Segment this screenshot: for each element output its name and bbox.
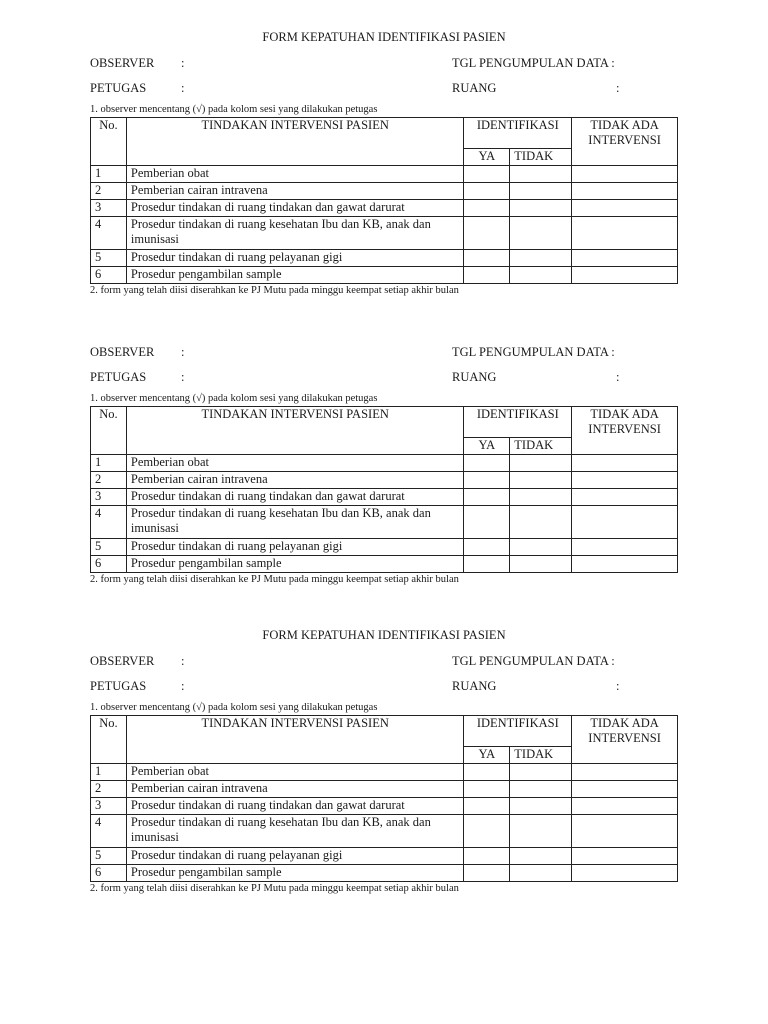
table-row: [91, 539, 678, 556]
table-row: [91, 183, 678, 200]
ya-checkbox-cell[interactable]: [464, 489, 510, 506]
tidak-ada-intervensi-cell[interactable]: [572, 764, 678, 781]
tidak-checkbox-cell[interactable]: [510, 166, 572, 183]
form-title: FORM KEPATUHAN IDENTIFIKASI PASIEN: [262, 628, 506, 642]
table-row: [91, 865, 678, 882]
observer-label: OBSERVER: [90, 654, 155, 668]
table-row: [91, 798, 678, 815]
header-tidak-ada-intervensi: TIDAK ADA INTERVENSI: [572, 118, 678, 166]
table-header-row: [91, 716, 678, 747]
tidak-checkbox-cell[interactable]: [510, 815, 572, 848]
table-row: [91, 472, 678, 489]
header-no: No.: [91, 407, 127, 455]
observer-label: OBSERVER: [90, 345, 155, 359]
ya-checkbox-cell[interactable]: [464, 556, 510, 573]
tidak-checkbox-cell[interactable]: [510, 556, 572, 573]
table-row: [91, 200, 678, 217]
tidak-ada-intervensi-cell[interactable]: [572, 489, 678, 506]
row-tindakan: Prosedur tindakan di ruang tindakan dan gawat darurat: [126, 798, 463, 815]
row-tindakan: Prosedur tindakan di ruang kesehatan Ibu dan KB, anak dan imunisasi: [126, 217, 463, 250]
ruang-colon: :: [616, 81, 620, 95]
row-number: 3: [91, 489, 127, 506]
observer-colon: :: [181, 654, 185, 668]
row-tindakan: Pemberian cairan intravena: [126, 781, 463, 798]
form-title: FORM KEPATUHAN IDENTIFIKASI PASIEN: [262, 30, 506, 44]
tidak-ada-intervensi-cell[interactable]: [572, 865, 678, 882]
petugas-label: PETUGAS: [90, 81, 147, 95]
row-number: 1: [91, 764, 127, 781]
row-tindakan: Pemberian obat: [126, 764, 463, 781]
tidak-ada-intervensi-cell[interactable]: [572, 848, 678, 865]
header-tidak-ada-intervensi: TIDAK ADA INTERVENSI: [572, 407, 678, 455]
row-tindakan: Prosedur pengambilan sample: [126, 865, 463, 882]
row-number: 3: [91, 200, 127, 217]
row-number: 2: [91, 183, 127, 200]
ruang-colon: :: [616, 679, 620, 693]
header-ya: YA: [464, 149, 510, 166]
row-number: 4: [91, 815, 127, 848]
header-ya: YA: [464, 438, 510, 455]
tidak-ada-intervensi-cell[interactable]: [572, 556, 678, 573]
ya-checkbox-cell[interactable]: [464, 781, 510, 798]
row-tindakan: Prosedur tindakan di ruang kesehatan Ibu dan KB, anak dan imunisasi: [126, 506, 463, 539]
table-header-row: [91, 118, 678, 149]
table-row: [91, 166, 678, 183]
ya-checkbox-cell[interactable]: [464, 798, 510, 815]
row-number: 5: [91, 250, 127, 267]
row-tindakan: Prosedur tindakan di ruang pelayanan gigi: [126, 848, 463, 865]
intervention-table: [90, 117, 678, 284]
observer-colon: :: [181, 345, 185, 359]
tgl-pengumpulan-label: TGL PENGUMPULAN DATA :: [452, 654, 615, 668]
ruang-label: RUANG: [452, 679, 497, 693]
ya-checkbox-cell[interactable]: [464, 764, 510, 781]
table-header-row: [91, 407, 678, 438]
instruction-note: 1. observer mencentang (√) pada kolom sesi yang dilakukan petugas: [90, 393, 378, 404]
ya-checkbox-cell[interactable]: [464, 267, 510, 284]
tgl-pengumpulan-label: TGL PENGUMPULAN DATA :: [452, 56, 615, 70]
tidak-checkbox-cell[interactable]: [510, 781, 572, 798]
row-tindakan: Prosedur pengambilan sample: [126, 556, 463, 573]
row-tindakan: Prosedur tindakan di ruang kesehatan Ibu dan KB, anak dan imunisasi: [126, 815, 463, 848]
table-row: [91, 781, 678, 798]
intervention-table: [90, 406, 678, 573]
ya-checkbox-cell[interactable]: [464, 217, 510, 250]
tidak-checkbox-cell[interactable]: [510, 250, 572, 267]
header-tidak: TIDAK: [510, 149, 572, 166]
row-number: 6: [91, 556, 127, 573]
row-tindakan: Prosedur tindakan di ruang pelayanan gigi: [126, 539, 463, 556]
tidak-checkbox-cell[interactable]: [510, 848, 572, 865]
table-row: [91, 489, 678, 506]
ya-checkbox-cell[interactable]: [464, 815, 510, 848]
ya-checkbox-cell[interactable]: [464, 455, 510, 472]
tidak-checkbox-cell[interactable]: [510, 539, 572, 556]
header-identifikasi: IDENTIFIKASI: [464, 716, 572, 747]
petugas-label: PETUGAS: [90, 370, 147, 384]
table-row: [91, 250, 678, 267]
row-number: 4: [91, 217, 127, 250]
table-row: [91, 764, 678, 781]
table-row: [91, 506, 678, 539]
header-ya: YA: [464, 747, 510, 764]
row-number: 2: [91, 781, 127, 798]
observer-label: OBSERVER: [90, 56, 155, 70]
ya-checkbox-cell[interactable]: [464, 200, 510, 217]
row-tindakan: Pemberian cairan intravena: [126, 472, 463, 489]
tidak-ada-intervensi-cell[interactable]: [572, 217, 678, 250]
observer-colon: :: [181, 56, 185, 70]
footer-note: 2. form yang telah diisi diserahkan ke PJ Mutu pada minggu keempat setiap akhir bulan: [90, 883, 459, 894]
header-identifikasi: IDENTIFIKASI: [464, 118, 572, 149]
header-tidak-ada-intervensi: TIDAK ADA INTERVENSI: [572, 716, 678, 764]
tidak-ada-intervensi-cell[interactable]: [572, 798, 678, 815]
row-number: 6: [91, 267, 127, 284]
table-row: [91, 556, 678, 573]
row-number: 5: [91, 848, 127, 865]
tidak-ada-intervensi-cell[interactable]: [572, 506, 678, 539]
tidak-ada-intervensi-cell[interactable]: [572, 166, 678, 183]
petugas-colon: :: [181, 370, 185, 384]
footer-note: 2. form yang telah diisi diserahkan ke PJ Mutu pada minggu keempat setiap akhir bulan: [90, 574, 459, 585]
row-tindakan: Prosedur pengambilan sample: [126, 267, 463, 284]
ya-checkbox-cell[interactable]: [464, 865, 510, 882]
tidak-checkbox-cell[interactable]: [510, 200, 572, 217]
tidak-checkbox-cell[interactable]: [510, 489, 572, 506]
row-tindakan: Pemberian obat: [126, 166, 463, 183]
header-tindakan: TINDAKAN INTERVENSI PASIEN: [126, 118, 463, 166]
row-tindakan: Pemberian cairan intravena: [126, 183, 463, 200]
ya-checkbox-cell[interactable]: [464, 472, 510, 489]
table-row: [91, 815, 678, 848]
tidak-ada-intervensi-cell[interactable]: [572, 183, 678, 200]
ya-checkbox-cell[interactable]: [464, 166, 510, 183]
ya-checkbox-cell[interactable]: [464, 506, 510, 539]
ya-checkbox-cell[interactable]: [464, 183, 510, 200]
header-identifikasi: IDENTIFIKASI: [464, 407, 572, 438]
header-tindakan: TINDAKAN INTERVENSI PASIEN: [126, 716, 463, 764]
tidak-checkbox-cell[interactable]: [510, 506, 572, 539]
tidak-ada-intervensi-cell[interactable]: [572, 250, 678, 267]
ruang-colon: :: [616, 370, 620, 384]
table-row: [91, 217, 678, 250]
tidak-ada-intervensi-cell[interactable]: [572, 539, 678, 556]
tidak-ada-intervensi-cell[interactable]: [572, 455, 678, 472]
footer-note: 2. form yang telah diisi diserahkan ke PJ Mutu pada minggu keempat setiap akhir bulan: [90, 285, 459, 296]
tidak-checkbox-cell[interactable]: [510, 267, 572, 284]
row-tindakan: Prosedur tindakan di ruang tindakan dan gawat darurat: [126, 200, 463, 217]
ya-checkbox-cell[interactable]: [464, 250, 510, 267]
row-number: 4: [91, 506, 127, 539]
header-tindakan: TINDAKAN INTERVENSI PASIEN: [126, 407, 463, 455]
row-number: 2: [91, 472, 127, 489]
tidak-checkbox-cell[interactable]: [510, 764, 572, 781]
tidak-ada-intervensi-cell[interactable]: [572, 781, 678, 798]
row-tindakan: Pemberian obat: [126, 455, 463, 472]
header-no: No.: [91, 716, 127, 764]
petugas-colon: :: [181, 81, 185, 95]
tidak-ada-intervensi-cell[interactable]: [572, 267, 678, 284]
tidak-ada-intervensi-cell[interactable]: [572, 200, 678, 217]
ya-checkbox-cell[interactable]: [464, 539, 510, 556]
row-number: 3: [91, 798, 127, 815]
table-row: [91, 848, 678, 865]
tidak-checkbox-cell[interactable]: [510, 455, 572, 472]
row-number: 1: [91, 455, 127, 472]
tidak-checkbox-cell[interactable]: [510, 865, 572, 882]
header-no: No.: [91, 118, 127, 166]
ruang-label: RUANG: [452, 81, 497, 95]
row-tindakan: Prosedur tindakan di ruang pelayanan gigi: [126, 250, 463, 267]
tidak-ada-intervensi-cell[interactable]: [572, 472, 678, 489]
header-tidak: TIDAK: [510, 438, 572, 455]
ruang-label: RUANG: [452, 370, 497, 384]
row-number: 1: [91, 166, 127, 183]
tgl-pengumpulan-label: TGL PENGUMPULAN DATA :: [452, 345, 615, 359]
table-row: [91, 455, 678, 472]
tidak-ada-intervensi-cell[interactable]: [572, 815, 678, 848]
table-row: [91, 267, 678, 284]
petugas-colon: :: [181, 679, 185, 693]
header-tidak: TIDAK: [510, 747, 572, 764]
petugas-label: PETUGAS: [90, 679, 147, 693]
tidak-checkbox-cell[interactable]: [510, 217, 572, 250]
row-number: 5: [91, 539, 127, 556]
tidak-checkbox-cell[interactable]: [510, 472, 572, 489]
tidak-checkbox-cell[interactable]: [510, 183, 572, 200]
row-number: 6: [91, 865, 127, 882]
ya-checkbox-cell[interactable]: [464, 848, 510, 865]
instruction-note: 1. observer mencentang (√) pada kolom sesi yang dilakukan petugas: [90, 104, 378, 115]
tidak-checkbox-cell[interactable]: [510, 798, 572, 815]
intervention-table: [90, 715, 678, 882]
instruction-note: 1. observer mencentang (√) pada kolom sesi yang dilakukan petugas: [90, 702, 378, 713]
row-tindakan: Prosedur tindakan di ruang tindakan dan gawat darurat: [126, 489, 463, 506]
